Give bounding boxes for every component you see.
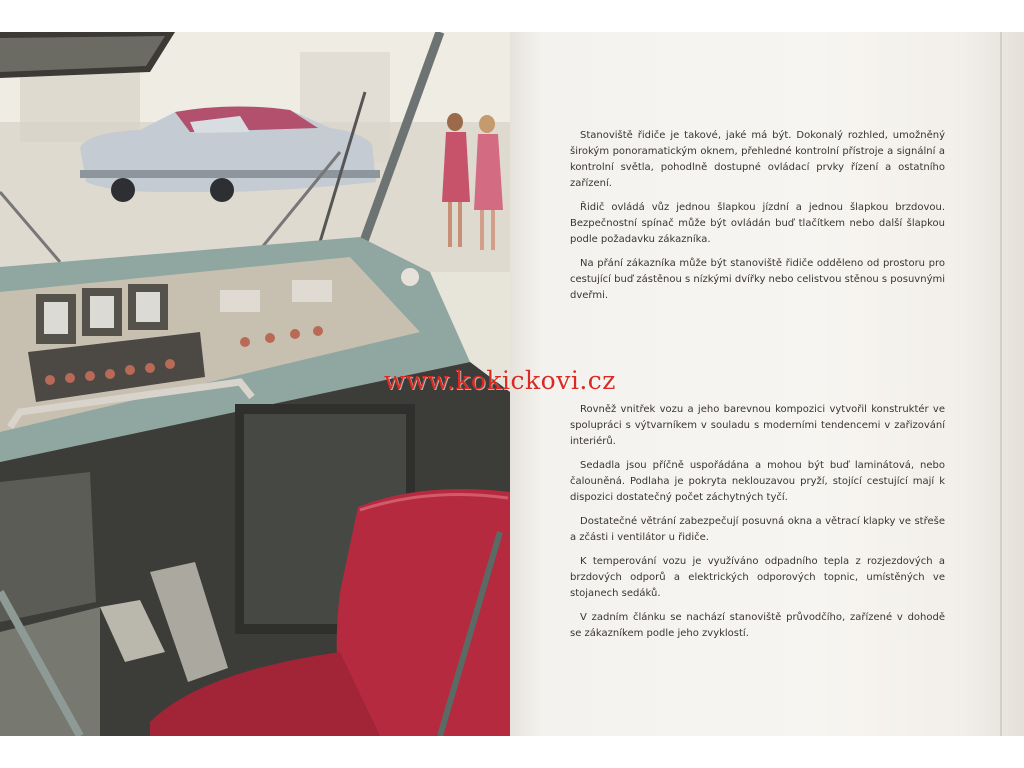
paragraph: Řidič ovládá vůz jednou šlapkou jízdní a jednou šlapkou brzdovou. Bezpečnostní spínač může být ovládán buď tlačítkem nebo další šlapkou podle požadavku zákazníka. <box>570 202 945 245</box>
paragraph: Na přání zákazníka může být stanoviště řidiče odděleno od prostoru pro cestující buď zástěnou s nízkými dvířky nebo celistvou stěnou s posuvnými dveřmi. <box>570 258 945 301</box>
paragraph: Rovněž vnitřek vozu a jeho barevnou kompozici vytvořil konstruktér ve spolupráci s výtvarníkem v souladu s moderními tendencemi v zařizování interiérů. <box>570 404 945 447</box>
paragraph: K temperování vozu je využíváno odpadního tepla z rozjezdových a brzdových odporů a elektrických odporových topnic, umístěných ve stojanech sedáků. <box>570 556 945 599</box>
paragraph: Sedadla jsou příčně uspořádána a mohou být buď laminátová, nebo čalouněná. Podlaha je pokryta neklouzavou pryží, stojící cestující mají k dispozici dostatečný počet záchytných tyčí. <box>570 460 945 503</box>
paragraph: Dostatečné větrání zabezpečují posuvná okna a větrací klapky ve střeše a zčásti i ventilátor u řidiče. <box>570 516 945 543</box>
text-block-interior <box>570 402 945 650</box>
page-fold-edge <box>1000 32 1002 736</box>
text-block-driver-cab <box>570 128 945 312</box>
paragraph: V zadním článku se nachází stanoviště průvodčího, zařízené v dohodě se zákazníkem podle jeho zvyklostí. <box>570 612 945 639</box>
watermark-text: www.kokickovi.cz <box>384 366 616 395</box>
paragraph: Stanoviště řidiče je takové, jaké má být. Dokonalý rozhled, umožněný širokým ponoramatickým oknem, přehledné kontrolní přístroje a signální a kontrolní světla, pohodlně dostupné ovládací prvky řízení a ostatního zařízení. <box>570 130 945 189</box>
